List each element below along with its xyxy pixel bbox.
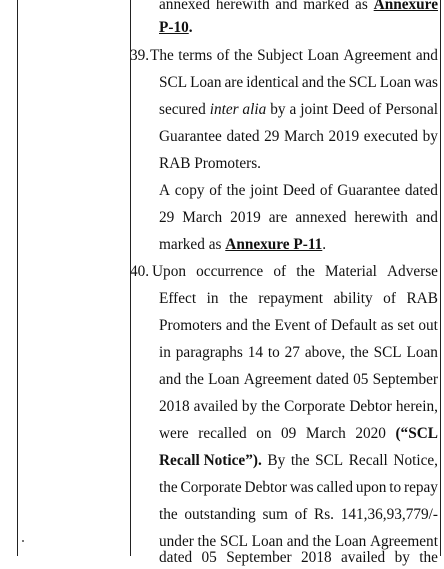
word: the [350,344,369,361]
para-39-line-2 [159,72,438,94]
word: Upon [152,263,186,280]
word: availed [341,549,386,566]
word: Loan [307,47,339,64]
word: the [312,533,332,550]
word: a [289,101,297,118]
para-40-line-12 [159,547,438,569]
word: Loan [406,344,438,361]
scan-speck [22,540,24,542]
para-40-line-8 [159,450,438,472]
word: 27 [284,344,300,361]
word: Corporate [180,479,242,496]
word: secured [159,101,206,118]
word: dated [159,549,193,566]
word: Loan [208,371,240,388]
word: to [267,344,280,361]
word: repayment [258,290,323,307]
word: and [286,533,309,550]
word: Promoters [159,317,222,334]
word: 2019 [328,128,360,145]
word: September [372,371,438,388]
word: A [159,182,171,199]
continuation-line-1 [159,0,438,16]
word: Default [330,317,377,334]
period: . [322,236,327,253]
word: herewith [215,0,270,13]
word: Debtor [244,479,288,496]
word: Recall [348,452,388,469]
table-border-right [440,0,441,556]
word: Personal [385,101,438,118]
word: Debtor [349,398,392,415]
para-39-line-4 [159,126,438,148]
word: of [319,182,333,199]
word: of [209,182,222,199]
word: 141,36,93,779/- [340,506,438,523]
word: was [289,479,314,496]
word: 2019 [230,209,261,226]
word: under [159,533,194,550]
word: above, [304,344,346,361]
para-39-copy-line-3 [159,234,326,256]
word: Loan [334,533,367,550]
para-40-line-5 [159,369,438,391]
word: were [159,425,189,442]
para-39-line-5 [159,153,261,175]
word: of [216,47,230,64]
word: Subject [257,47,304,64]
word: dated [315,371,349,388]
word: out [418,317,438,334]
word: the [261,398,280,415]
word: as [355,0,368,13]
word: Agreement [369,533,438,550]
word: set [397,317,415,334]
word: are [268,209,288,226]
para-39-copy-line-1 [159,180,438,202]
word: the [159,506,178,523]
word: paragraphs [175,344,243,361]
word: are [224,74,244,91]
word: the [296,263,315,280]
word: 29 [264,128,280,145]
word: Rs. [314,506,335,523]
word: SCL [219,533,248,550]
defined-term: (“SCL [395,425,438,442]
word: copy [174,182,205,199]
para-39-number: 39. [130,47,150,64]
word: dated [226,128,260,145]
word: ability [333,290,373,307]
word: 2018 [159,398,190,415]
word: Guarantee [159,128,222,145]
para-39-copy-line-2 [159,207,438,229]
annexure-label: Annexure [373,0,438,13]
word: occurrence [196,263,264,280]
continuation-line-2 [159,17,193,39]
word: the [185,371,204,388]
word: 14 [247,344,264,361]
word: on [256,425,272,442]
word: the [159,479,178,496]
word: and [415,209,438,226]
word: Deed [282,182,316,199]
period: . [188,19,193,36]
word: RAB [406,290,438,307]
word: Loan [379,74,412,91]
word: repay [403,479,438,496]
word: sum [262,506,288,523]
word: Loan [190,74,222,91]
word: by [394,549,410,566]
word: outstanding [184,506,256,523]
word: Event [274,317,311,334]
word: Notice, [393,452,438,469]
word: was [414,74,438,91]
word: herewith [354,209,408,226]
word: by [422,128,438,145]
word: dated [404,182,438,199]
word: annexed [159,0,210,13]
para-40-line-6 [159,396,438,418]
table-border-left [17,0,18,556]
word: SCL [159,74,188,91]
word: upon [355,479,387,496]
word: as [380,317,394,334]
word: the [251,317,271,334]
word: the [233,47,253,64]
word: Effect [159,290,197,307]
word: of [383,290,396,307]
word: and [225,317,248,334]
word: to [389,479,402,496]
word: the [197,533,217,550]
word: the [290,452,310,469]
word: Corporate [284,398,346,415]
word: Guarantee [337,182,401,199]
word: of [294,506,308,523]
word: the [226,182,246,199]
word: and [301,74,324,91]
word: recalled [198,425,247,442]
word: and [159,371,182,388]
word: of [368,101,382,118]
word: Deed [332,101,365,118]
annexure-p11: Annexure P-11 [225,236,323,253]
defined-term: Recall Notice”). [159,452,262,469]
word: March [182,209,223,226]
annexure-p10: P-10 [159,19,189,36]
word: identical [246,74,299,91]
word: The [150,47,174,64]
word: herein, [395,398,438,415]
word: 2020 [355,425,386,442]
word: the [419,549,438,566]
word: of [314,317,327,334]
word: in [206,290,219,307]
marked-as-text: marked as [159,236,226,253]
word: terms [178,47,213,64]
word: joint [250,182,279,199]
word: called [316,479,353,496]
word: and [275,0,298,13]
word: in [159,344,171,361]
word: September [226,549,292,566]
word: executed [363,128,419,145]
word: Agreement [343,47,412,64]
word: by [270,101,286,118]
word: Adverse [387,263,438,280]
para-40-line-1 [152,261,438,283]
word: the [326,74,346,91]
para-40-line-2 [159,288,438,310]
para-40-line-3 [159,315,438,337]
word: SCL [373,344,402,361]
para-39-line-1 [150,45,438,67]
word: 05 [201,549,217,566]
para-40-number: 40. [130,263,150,280]
word: and [415,47,438,64]
word: Loan [251,533,284,550]
word: joint [300,101,329,118]
word: SCL [348,74,377,91]
word: by [241,398,258,415]
word: annexed [295,209,347,226]
para-40-line-7 [159,423,438,445]
para-40-line-9 [159,477,438,499]
word: Material [325,263,377,280]
word: 09 [281,425,297,442]
word: March [305,425,346,442]
word: March [284,128,324,145]
word: By [267,452,286,469]
para-40-line-10 [159,504,438,526]
word: 2018 [301,549,332,566]
word: SCL [315,452,344,469]
italic-phrase: inter alia [209,101,267,118]
word: the [229,290,248,307]
word: RAB Promoters. [159,155,261,172]
para-39-line-3 [159,99,438,121]
word: marked [303,0,350,13]
word: availed [193,398,238,415]
para-40-line-4 [159,342,438,364]
word: 05 [353,371,369,388]
word: Agreement [243,371,312,388]
word: 29 [159,209,175,226]
word: of [273,263,287,280]
